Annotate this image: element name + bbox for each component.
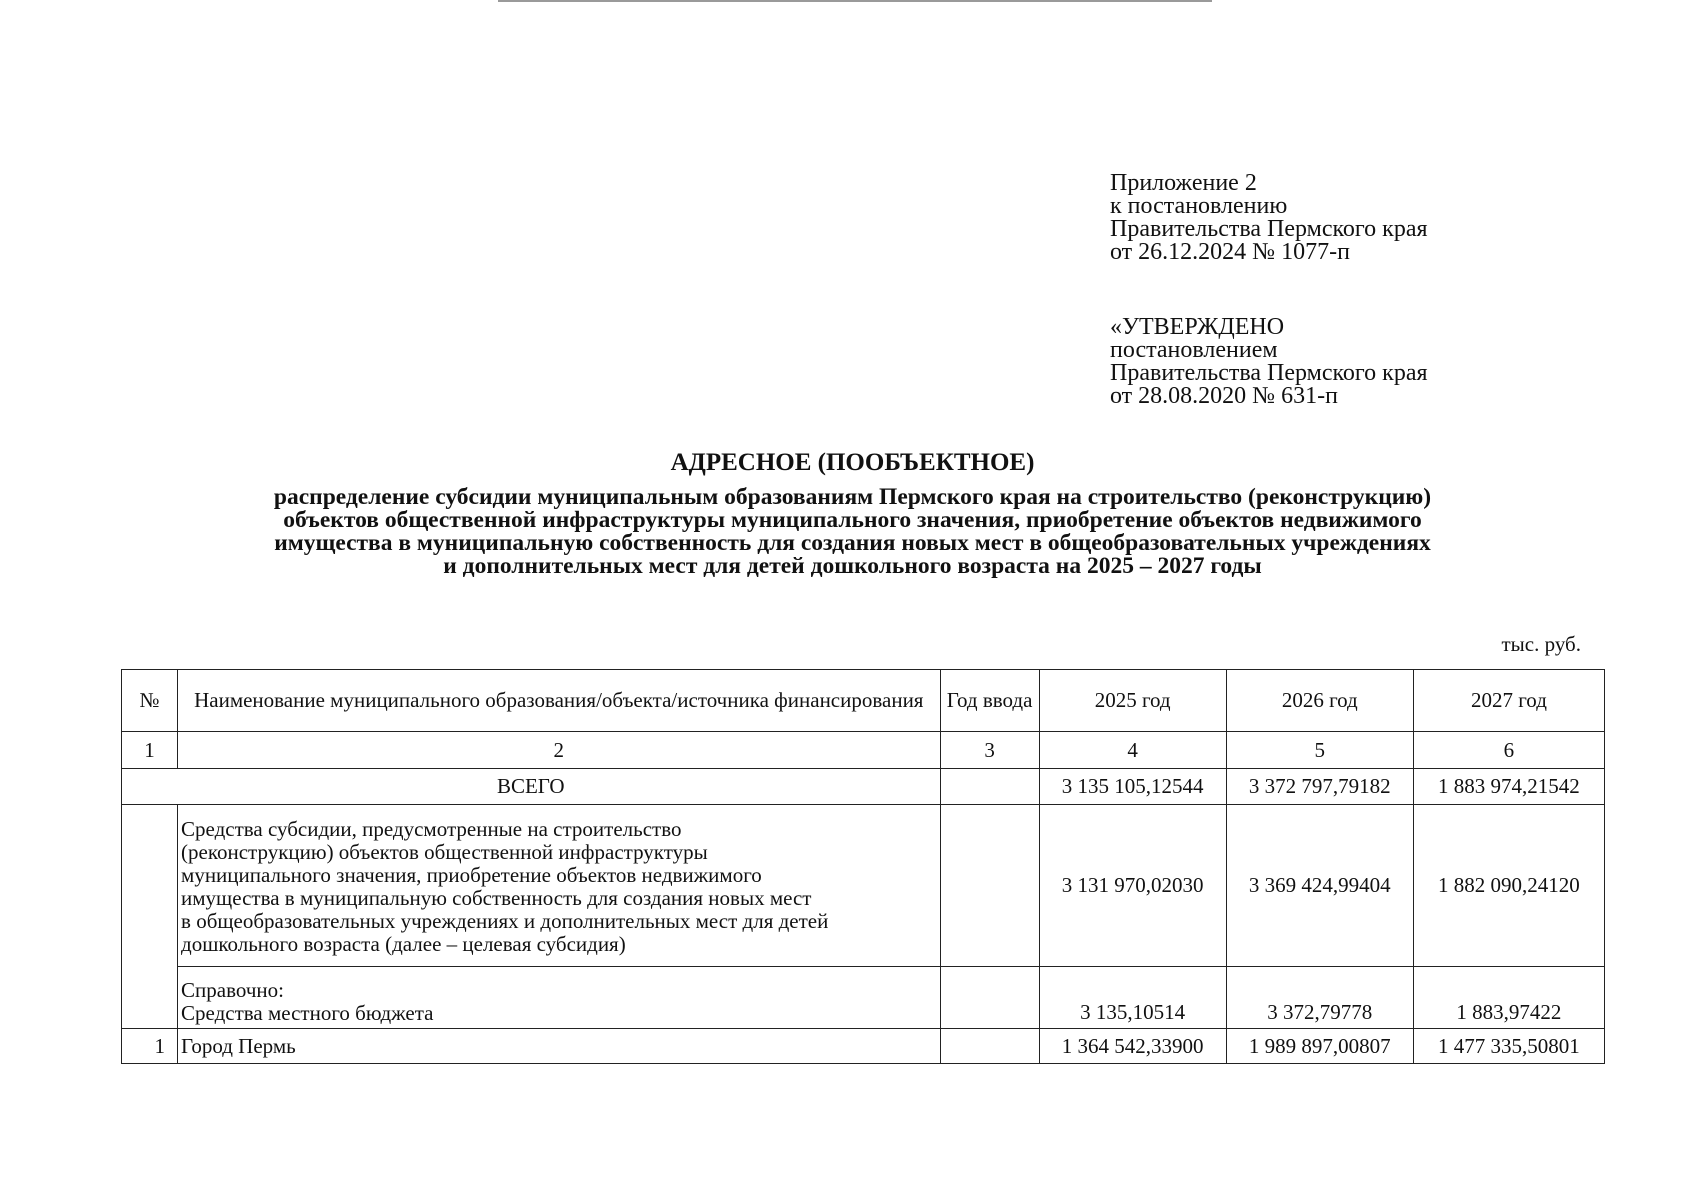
local-budget-2026: 3 372,79778 bbox=[1226, 967, 1413, 1029]
total-year-cell bbox=[940, 769, 1039, 805]
column-number: 4 bbox=[1039, 732, 1226, 769]
subsidy-year-cell bbox=[940, 805, 1039, 967]
approved-line: постановлением bbox=[1110, 337, 1278, 363]
column-number: 6 bbox=[1413, 732, 1604, 769]
local-budget-row bbox=[122, 967, 1605, 1029]
header-name: Наименование муниципального образования/объекта/источника финансирования bbox=[178, 670, 941, 732]
column-number: 1 bbox=[122, 732, 178, 769]
local-budget-2027: 1 883,97422 bbox=[1413, 967, 1604, 1029]
row-2026: 1 989 897,00807 bbox=[1226, 1029, 1413, 1064]
subsidy-row bbox=[122, 805, 1605, 967]
appendix-line: Приложение 2 bbox=[1110, 170, 1257, 196]
subsidy-description bbox=[178, 805, 941, 967]
document-subtitle bbox=[100, 486, 1605, 578]
table-header-row bbox=[122, 670, 1605, 732]
units-label: тыс. руб. bbox=[1501, 632, 1581, 656]
document-title: АДРЕСНОЕ (ПООБЪЕКТНОЕ) bbox=[670, 449, 1035, 476]
total-2025: 3 135 105,12544 bbox=[1039, 769, 1226, 805]
subsidy-2026: 3 369 424,99404 bbox=[1226, 805, 1413, 967]
appendix-line: Правительства Пермского края bbox=[1110, 216, 1428, 242]
subtitle-line: объектов общественной инфраструктуры муниципального значения, приобретение объектов недвижимого bbox=[283, 507, 1422, 533]
approved-line: Правительства Пермского края bbox=[1110, 360, 1428, 386]
subtitle-line: и дополнительных мест для детей дошкольного возраста на 2025 – 2027 годы bbox=[443, 553, 1262, 579]
subsidy-line: Средства субсидии, предусмотренные на строительство bbox=[181, 816, 682, 841]
local-budget-line: Справочно: bbox=[181, 977, 284, 1002]
header-2026: 2026 год bbox=[1226, 670, 1413, 732]
subtitle-line: имущества в муниципальную собственность для создания новых мест в общеобразовательных учреждениях bbox=[274, 530, 1431, 556]
column-number-row bbox=[122, 732, 1605, 769]
local-budget-line: Средства местного бюджета bbox=[181, 1000, 434, 1025]
subsidy-line: муниципального значения, приобретение объектов недвижимого bbox=[181, 862, 762, 887]
row-2027: 1 477 335,50801 bbox=[1413, 1029, 1604, 1064]
approved-line: «УТВЕРЖДЕНО bbox=[1110, 314, 1285, 340]
appendix-reference bbox=[1110, 172, 1428, 264]
approval-stamp-text bbox=[1110, 316, 1428, 408]
subsidy-2027: 1 882 090,24120 bbox=[1413, 805, 1604, 967]
local-budget-description bbox=[178, 967, 941, 1029]
total-2027: 1 883 974,21542 bbox=[1413, 769, 1604, 805]
row-2025: 1 364 542,33900 bbox=[1039, 1029, 1226, 1064]
subsidy-2025: 3 131 970,02030 bbox=[1039, 805, 1226, 967]
column-number: 2 bbox=[178, 732, 941, 769]
appendix-line: от 26.12.2024 № 1077-п bbox=[1110, 239, 1350, 265]
subsidy-line: имущества в муниципальную собственность для создания новых мест bbox=[181, 885, 812, 910]
table-row bbox=[122, 1029, 1605, 1064]
approved-line: от 28.08.2020 № 631-п bbox=[1110, 383, 1338, 409]
total-row bbox=[122, 769, 1605, 805]
total-2026: 3 372 797,79182 bbox=[1226, 769, 1413, 805]
distribution-table bbox=[121, 669, 1605, 1064]
local-budget-2025: 3 135,10514 bbox=[1039, 967, 1226, 1029]
appendix-line: к постановлению bbox=[1110, 193, 1288, 219]
subsidy-line: дошкольного возраста (далее – целевая субсидия) bbox=[181, 931, 626, 956]
subsidy-line: (реконструкцию) объектов общественной инфраструктуры bbox=[181, 839, 708, 864]
scan-edge-line bbox=[498, 0, 1212, 2]
header-year-of-commissioning: Год ввода bbox=[940, 670, 1039, 732]
header-number: № bbox=[122, 670, 178, 732]
local-budget-year-cell bbox=[940, 967, 1039, 1029]
header-2027: 2027 год bbox=[1413, 670, 1604, 732]
column-number: 3 bbox=[940, 732, 1039, 769]
subsidy-line: в общеобразовательных учреждениях и дополнительных мест для детей bbox=[181, 908, 829, 933]
municipality-name: Город Пермь bbox=[178, 1029, 941, 1064]
total-label: ВСЕГО bbox=[122, 769, 941, 805]
row-year bbox=[940, 1029, 1039, 1064]
row-number: 1 bbox=[122, 1029, 178, 1064]
header-2025: 2025 год bbox=[1039, 670, 1226, 732]
column-number: 5 bbox=[1226, 732, 1413, 769]
merged-number-cell bbox=[122, 805, 178, 1029]
subtitle-line: распределение субсидии муниципальным образованиям Пермского края на строительство (реконструкцию) bbox=[273, 484, 1432, 510]
